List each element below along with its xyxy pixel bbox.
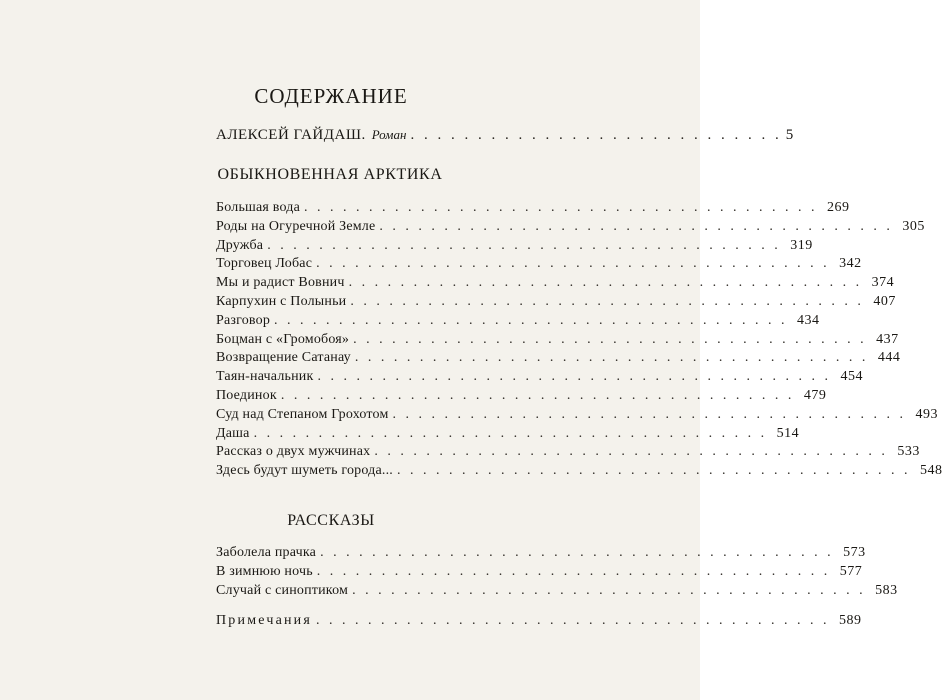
dot-leader: . . . . . . . . . . . . . . . . . . . . . . . . . . . . . . . . . . . . . . . . bbox=[397, 463, 911, 479]
notes-page: 589 bbox=[839, 613, 862, 628]
entry-page: 548 bbox=[920, 463, 943, 479]
toc-list-stories bbox=[216, 545, 898, 601]
toc-entry bbox=[216, 582, 898, 602]
entry-title: Здесь будут шуметь города... bbox=[216, 463, 393, 479]
toc-entry bbox=[216, 293, 896, 313]
entry-page: 444 bbox=[877, 350, 901, 366]
entry-title: Торговец Лобас bbox=[216, 256, 313, 272]
dot-leader: . . . . . . . . . . . . . . . . . . . . . . . . . . . . . . . . . . . . . . . . bbox=[352, 582, 866, 598]
dot-leader: . . . . . . . . . . . . . . . . . . . . . . . . . . . . . . . . . . . . . . . . bbox=[320, 545, 834, 560]
dot-leader: . . . . . . . . . . . . . . . . . . . . . . . . . . . . . . . . . . . . . . . . bbox=[354, 350, 869, 366]
toc-entry bbox=[216, 369, 863, 388]
toc-entry bbox=[216, 563, 863, 583]
entry-page: 514 bbox=[776, 425, 800, 441]
dot-leader: . . . . . . . . . . . . . . . . . . . . . . . . . . . . . . . . . . . . . . . . bbox=[316, 256, 830, 272]
entry-title: Суд над Степаном Грохотом bbox=[216, 406, 389, 422]
dot-leader: . . . . . . . . . . . . . . . . . . . . . . . . . . . . . . . . . . . . . . . . bbox=[379, 218, 893, 234]
entry-title: Возвращение Сатанау bbox=[216, 350, 351, 366]
toc-entry bbox=[216, 444, 920, 463]
entry-page: 493 bbox=[915, 406, 939, 422]
entry-title: Разговор bbox=[216, 312, 271, 328]
entry-page: 533 bbox=[897, 444, 920, 460]
entry-page: 583 bbox=[875, 582, 898, 598]
entry-page: 434 bbox=[797, 312, 820, 328]
entry-title: Рассказ о двух мужчинах bbox=[216, 444, 371, 460]
toc-entry bbox=[216, 275, 895, 294]
dot-leader: . . . . . . . . . . . . . . . . . . . . . . . . . . . . . . . . . . . . . . . . bbox=[317, 369, 831, 385]
toc-entry bbox=[216, 256, 862, 275]
toc-entry bbox=[216, 545, 866, 564]
lead-entry-title: АЛЕКСЕЙ ГАЙДАШ. bbox=[216, 127, 366, 143]
dot-leader: . . . . . . . . . . . . . . . . . . . . . . . . . . . . . . . . . . . . . . . . bbox=[253, 425, 768, 441]
entry-title: Поединок bbox=[216, 387, 277, 403]
entry-title: Мы и радист Вовнич bbox=[216, 275, 345, 291]
toc-entry bbox=[216, 463, 943, 482]
section-title-stories: РАССКАЗЫ bbox=[287, 512, 375, 529]
entry-page: 407 bbox=[873, 293, 896, 309]
entry-page: 577 bbox=[839, 563, 863, 579]
toc-entry bbox=[216, 387, 827, 407]
dot-leader: . . . . . . . . . . . . . . . . . . . . . . . . . . . . . . . . . . . . . . . . bbox=[392, 406, 907, 422]
entry-title: Даша bbox=[216, 425, 250, 441]
dot-leader: . . . . . . . . . . . . . . . . . . . . . . . . . . . . . . . . . . . . . . . . bbox=[350, 293, 864, 309]
dot-leader: . . . . . . . . . . . . . . . . . . . . . . . . . . . . . . . . . . . . . . . . bbox=[304, 200, 818, 215]
toc-entry bbox=[216, 425, 800, 445]
entry-page: 342 bbox=[839, 256, 862, 272]
toc-entry bbox=[216, 312, 820, 332]
entry-page: 437 bbox=[876, 331, 899, 347]
dot-leader: . . . . . . . . . . . . . . . . . . . . . . . . . . . . . . . . . . . . . . . . bbox=[280, 387, 795, 403]
dot-leader: . . . . . . . . . . . . . . . . . . . . . . . . . . . . . . . . . . . . . . . . bbox=[316, 563, 831, 579]
toc-entry bbox=[216, 331, 899, 351]
dot-leader: . . . . . . . . . . . . . . . . . . . . . . . . . . . . . . . . . . . . . . . . bbox=[316, 613, 830, 628]
entry-title: Случай с синоптиком bbox=[216, 582, 349, 598]
dot-leader: . . . . . . . . . . . . . . . . . . . . . . . . . . . . bbox=[410, 127, 782, 143]
section-title-arctic: ОБЫКНОВЕННАЯ АРКТИКА bbox=[217, 166, 443, 183]
entry-page: 319 bbox=[790, 237, 813, 253]
toc-entry bbox=[216, 200, 850, 219]
toc-entry bbox=[216, 350, 901, 369]
dot-leader: . . . . . . . . . . . . . . . . . . . . . . . . . . . . . . . . . . . . . . . . bbox=[353, 331, 867, 347]
entry-title: В зимнюю ночь bbox=[216, 563, 313, 579]
notes-entry bbox=[216, 613, 862, 632]
toc-entry bbox=[216, 237, 813, 257]
entry-page: 305 bbox=[902, 218, 925, 234]
toc-entry bbox=[216, 218, 925, 238]
lead-entry-page: 5 bbox=[785, 127, 794, 143]
toc-entry bbox=[216, 406, 939, 426]
entry-title: Таян-начальник bbox=[216, 369, 314, 385]
entry-title: Дружба bbox=[216, 237, 264, 253]
entry-title: Роды на Огуречной Земле bbox=[216, 218, 376, 234]
notes-title: Примечания bbox=[216, 613, 313, 628]
entry-title: Большая вода bbox=[216, 200, 301, 215]
entry-page: 269 bbox=[827, 200, 850, 215]
lead-entry-kind: Роман bbox=[371, 127, 407, 142]
entry-page: 374 bbox=[871, 275, 895, 291]
entry-page: 479 bbox=[803, 387, 827, 403]
entry-title: Заболела прачка bbox=[216, 545, 317, 560]
entry-page: 573 bbox=[843, 545, 866, 560]
entry-title: Боцман с «Громобоя» bbox=[216, 331, 350, 347]
dot-leader: . . . . . . . . . . . . . . . . . . . . . . . . . . . . . . . . . . . . . . . . bbox=[374, 444, 888, 460]
lead-entry bbox=[216, 127, 794, 144]
dot-leader: . . . . . . . . . . . . . . . . . . . . . . . . . . . . . . . . . . . . . . . . bbox=[267, 237, 781, 253]
dot-leader: . . . . . . . . . . . . . . . . . . . . . . . . . . . . . . . . . . . . . . . . bbox=[348, 275, 863, 291]
entry-page: 454 bbox=[840, 369, 863, 385]
toc-heading: СОДЕРЖАНИЕ bbox=[254, 84, 408, 108]
entry-title: Карпухин с Полыньи bbox=[216, 293, 347, 309]
dot-leader: . . . . . . . . . . . . . . . . . . . . . . . . . . . . . . . . . . . . . . . . bbox=[274, 312, 788, 328]
toc-list-arctic bbox=[216, 200, 943, 482]
